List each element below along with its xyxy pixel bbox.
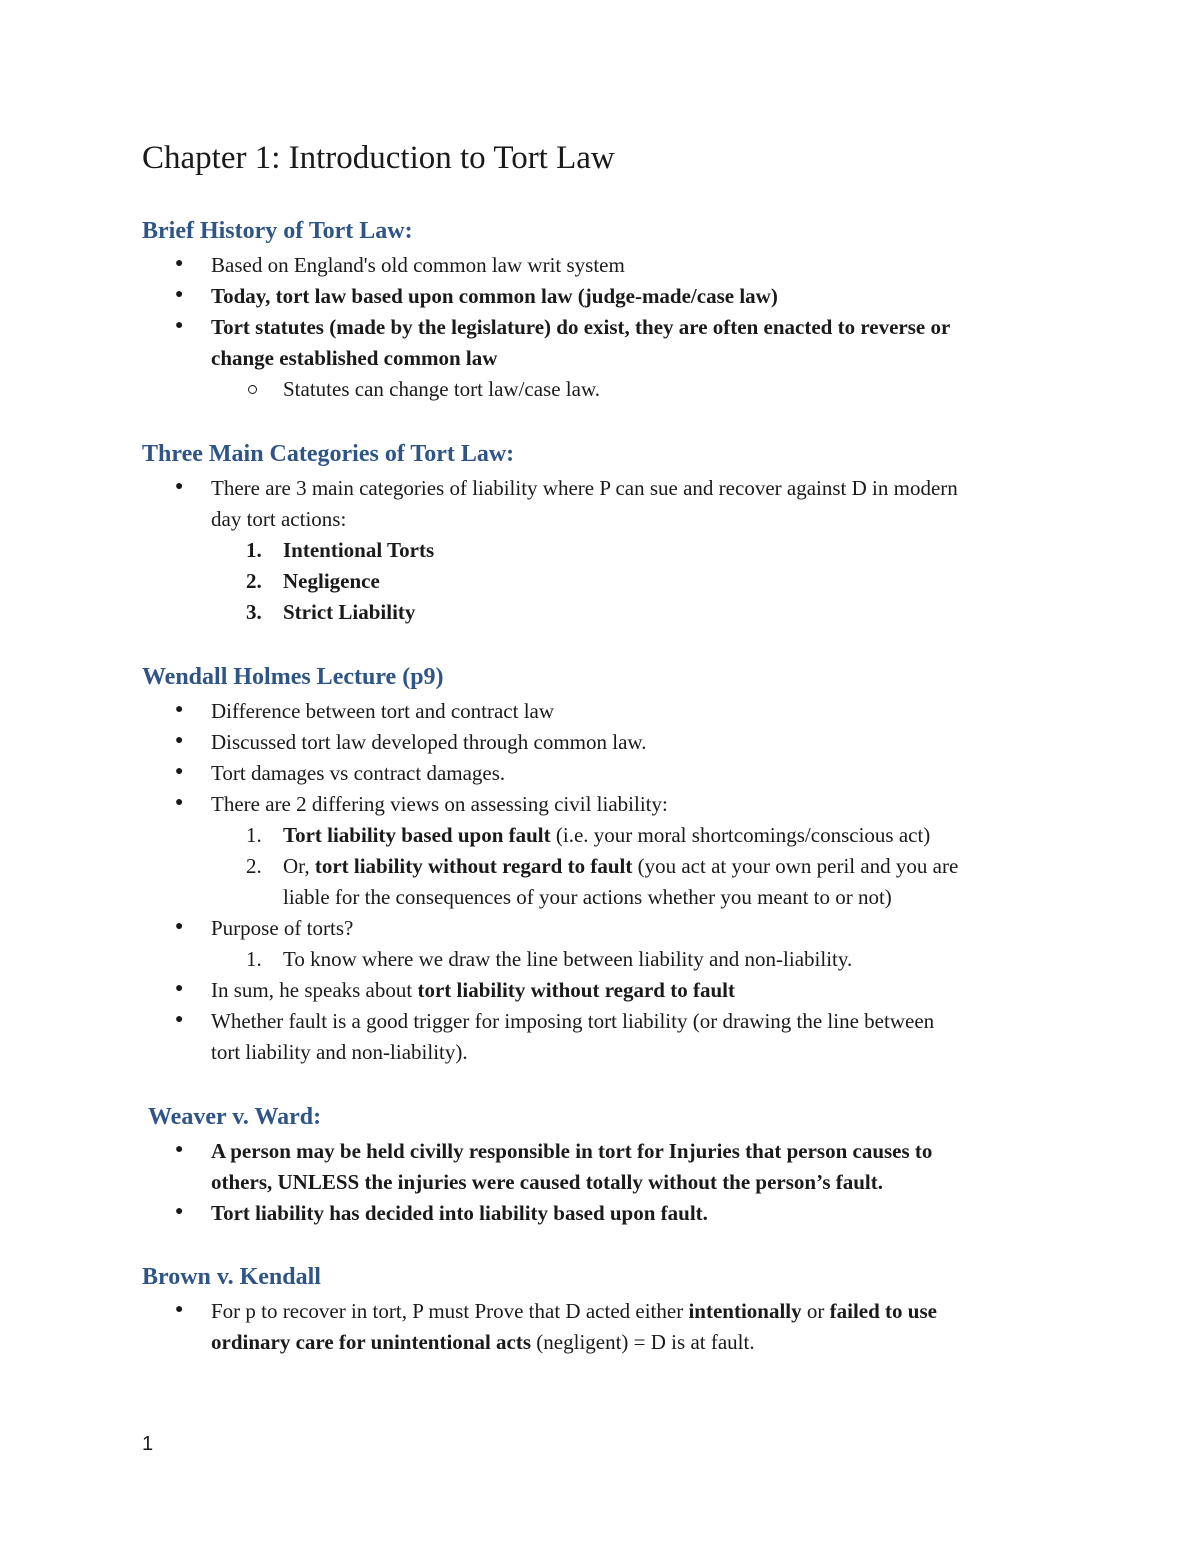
hollow-bullet-icon: [248, 385, 257, 394]
list-item: Purpose of torts?: [211, 916, 354, 940]
list-item: There are 3 main categories of liability where P can sue and recover against D in modern: [211, 476, 958, 500]
numbered-item-continuation: liable for the consequences of your actions whether you meant to or not): [283, 885, 892, 909]
text: (you act at your own peril and you are: [632, 854, 959, 878]
list-item-continuation: others, UNLESS the injuries were caused totally without the person’s fault.: [211, 1170, 883, 1194]
bullet-icon: [175, 1140, 183, 1160]
list-item: Tort statutes (made by the legislature) do exist, they are often enacted to reverse or: [211, 315, 951, 339]
numbered-item: To know where we draw the line between liability and non-liability.: [283, 947, 853, 971]
numbered-item: Intentional Torts: [283, 538, 435, 562]
heading-weaver-v-ward: Weaver v. Ward:: [148, 1104, 322, 1130]
emphasis: ordinary care for unintentional acts: [211, 1330, 532, 1354]
numbered-item: [283, 820, 930, 851]
numbered-item: Negligence: [283, 569, 380, 593]
text: In sum, he speaks about: [211, 978, 418, 1002]
emphasis: tort liability without regard to fault: [417, 978, 735, 1002]
list-item: Whether fault is a good trigger for imposing tort liability (or drawing the line between: [211, 1009, 935, 1033]
list-item: Tort liability has decided into liability based upon fault.: [211, 1201, 708, 1225]
heading-brown-v-kendall: Brown v. Kendall: [142, 1264, 321, 1290]
page-number: 1: [142, 1433, 154, 1455]
numbered-item: Strict Liability: [283, 600, 416, 624]
emphasis: tort liability without regard to fault: [314, 854, 633, 878]
list-number: 2.: [246, 569, 262, 593]
text: Or,: [283, 854, 315, 878]
sub-list-item: Statutes can change tort law/case law.: [283, 377, 601, 401]
bullet-icon: [175, 731, 183, 751]
list-item: A person may be held civilly responsible in tort for Injuries that person causes to: [211, 1139, 933, 1163]
bullet-icon: [175, 917, 183, 937]
text: or: [801, 1299, 830, 1323]
bullet-icon: [175, 1202, 183, 1222]
list-item-continuation: day tort actions:: [211, 507, 347, 531]
heading-brief-history: Brief History of Tort Law:: [142, 218, 413, 244]
heading-three-categories: Three Main Categories of Tort Law:: [142, 441, 515, 467]
text: (negligent) = D is at fault.: [531, 1330, 755, 1354]
list-item: Discussed tort law developed through common law.: [211, 730, 647, 754]
bullet-icon: [175, 979, 183, 999]
text: For p to recover in tort, P must Prove that D acted either: [211, 1299, 689, 1323]
list-item-continuation: [211, 1327, 755, 1358]
numbered-item: [283, 851, 958, 882]
list-item-continuation: tort liability and non-liability).: [211, 1040, 468, 1064]
bullet-icon: [175, 1010, 183, 1030]
bullet-icon: [175, 793, 183, 813]
emphasis: failed to use: [829, 1299, 937, 1323]
list-item: [211, 975, 735, 1006]
bullet-icon: [175, 1300, 183, 1320]
list-item: Tort damages vs contract damages.: [211, 761, 506, 785]
bullet-icon: [175, 762, 183, 782]
bullet-icon: [175, 316, 183, 336]
list-number: 3.: [246, 600, 262, 624]
list-item: Today, tort law based upon common law (judge-made/case law): [211, 284, 778, 308]
list-number: 1.: [246, 823, 262, 847]
bullet-icon: [175, 254, 183, 274]
list-item: Difference between tort and contract law: [211, 699, 555, 723]
text: (i.e. your moral shortcomings/conscious act): [550, 823, 931, 847]
bullet-icon: [175, 477, 183, 497]
heading-holmes-lecture: Wendall Holmes Lecture (p9): [142, 664, 444, 690]
chapter-title: Chapter 1: Introduction to Tort Law: [142, 140, 615, 176]
emphasis: intentionally: [688, 1299, 802, 1323]
list-number: 1.: [246, 947, 262, 971]
bullet-icon: [175, 700, 183, 720]
list-number: 2.: [246, 854, 262, 878]
list-number: 1.: [246, 538, 262, 562]
bullet-icon: [175, 285, 183, 305]
list-item: There are 2 differing views on assessing civil liability:: [211, 792, 668, 816]
list-item: [211, 1296, 937, 1327]
list-item: Based on England's old common law writ system: [211, 253, 625, 277]
emphasis: Tort liability based upon fault: [283, 823, 551, 847]
list-item-continuation: change established common law: [211, 346, 498, 370]
